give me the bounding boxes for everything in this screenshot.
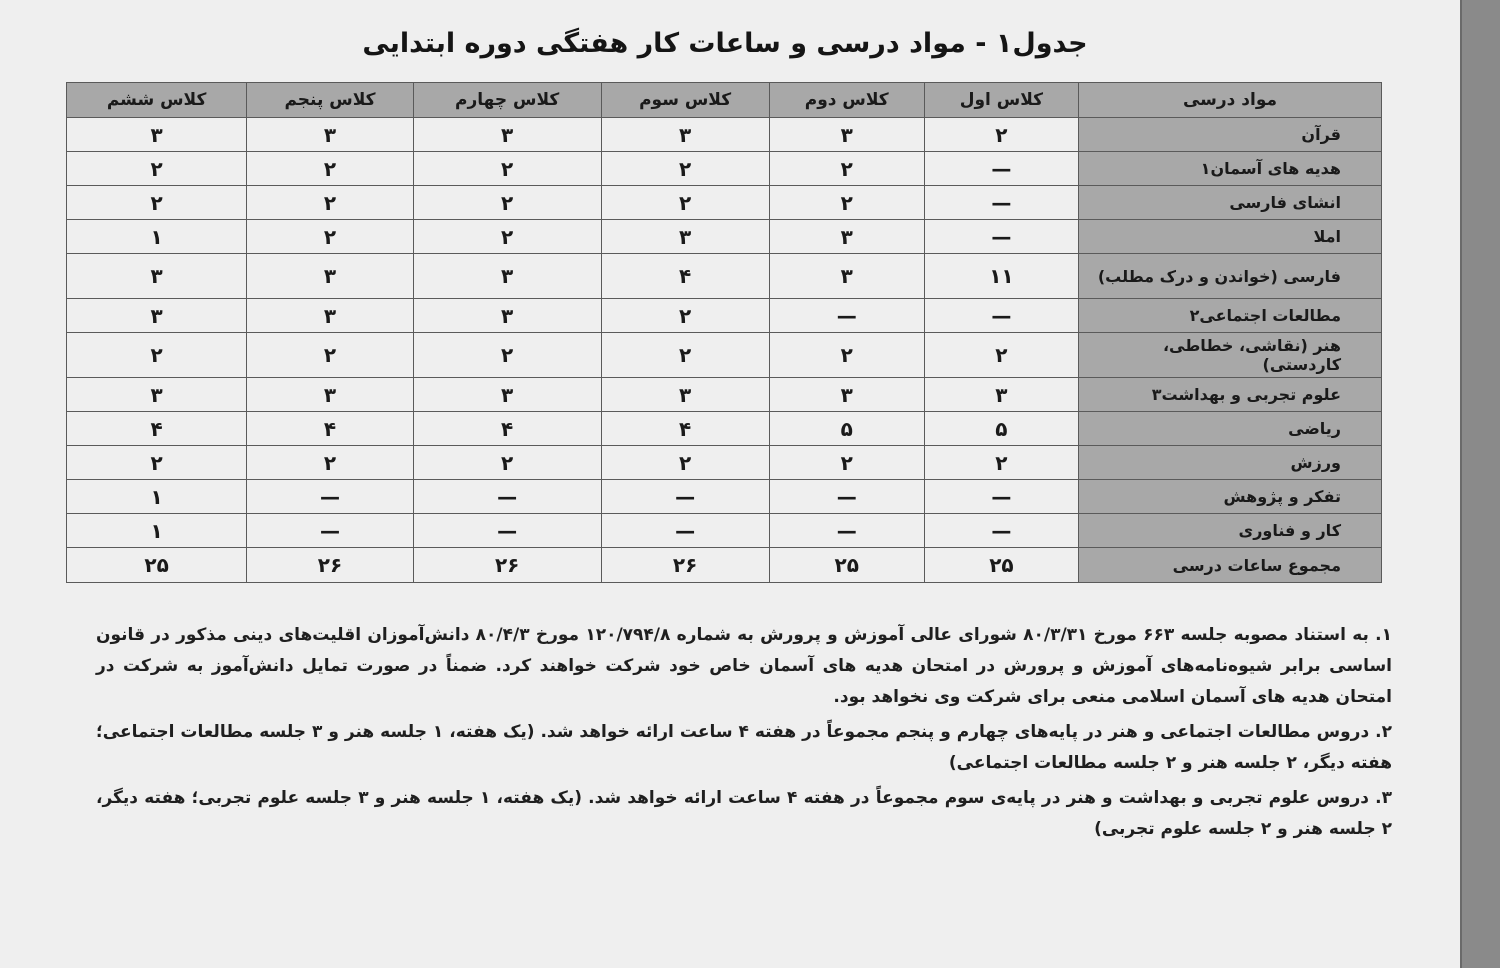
subject-cell: هنر (نقاشی، خطاطی، کاردستی) [1079, 333, 1382, 378]
subject-cell: ورزش [1079, 446, 1382, 480]
table-row [67, 186, 1382, 220]
header-subjects: مواد درسی [1079, 83, 1382, 118]
subject-cell: تفکر و پژوهش [1079, 480, 1382, 514]
table-row [67, 480, 1382, 514]
value-cell: ۳ [413, 378, 601, 412]
value-cell: ۳ [769, 220, 924, 254]
table-row [67, 220, 1382, 254]
value-cell: ۵ [769, 412, 924, 446]
subject-cell: کار و فناوری [1079, 514, 1382, 548]
footnote-3: ۳. دروس علوم تجربی و بهداشت و هنر در پایه‌ی سوم مجموعاً در هفته ۴ ساعت ارائه خواهد شد. (یک هفته، ۱ جلسه هنر و ۳ جلسه علوم تجربی؛ هفته دیگر، ۲ جلسه هنر و ۲ جلسه علوم تجربی) [96, 788, 1393, 839]
table-row [67, 299, 1382, 333]
value-cell: ۳ [601, 220, 769, 254]
value-cell: ۳ [67, 378, 247, 412]
subject-cell: فارسی (خواندن و درک مطلب) [1079, 254, 1382, 299]
value-cell: ۲ [769, 186, 924, 220]
subject-cell: قرآن [1079, 118, 1382, 152]
value-cell: — [769, 299, 924, 333]
value-cell: ۳ [769, 378, 924, 412]
value-cell: ۲ [924, 446, 1078, 480]
value-cell: — [601, 514, 769, 548]
value-cell: ۳ [67, 254, 247, 299]
value-cell: — [247, 514, 414, 548]
subject-cell: هدیه های آسمان۱ [1079, 152, 1382, 186]
table-row [67, 254, 1382, 299]
value-cell: ۲ [413, 220, 601, 254]
value-cell: ۳ [67, 299, 247, 333]
value-cell: ۳ [413, 299, 601, 333]
value-cell: ۳ [247, 118, 414, 152]
footnote-1: ۱. به استناد مصوبه جلسه ۶۶۳ مورخ ۸۰/۳/۳۱ شورای عالی آموزش و پرورش به شماره ۱۲۰/۷۹۴/۸ مورخ ۸۰/۴/۳ دانش‌آموزان اقلیت‌های دینی مذکور در قانون اساسی برابر شیوه‌نامه‌های آموزش و پرورش در امتحان هدیه های آسمان خاص خود شرکت خواهند کرد. ضمناً در صورت تمایل دانش‌آموز به شرکت در امتحان هدیه های آسمان اسلامی منعی برای شرکت وی نخواهد بود. [96, 625, 1393, 707]
value-cell: ۱ [67, 480, 247, 514]
table-row [67, 514, 1382, 548]
value-cell: ۲ [413, 333, 601, 378]
value-cell: ۲ [769, 152, 924, 186]
value-cell: ۳ [247, 254, 414, 299]
value-cell: ۲ [247, 333, 414, 378]
value-cell: — [247, 480, 414, 514]
value-cell: ۲ [413, 446, 601, 480]
header-grade-4: کلاس چهارم [413, 83, 601, 118]
value-cell: ۲ [924, 118, 1078, 152]
value-cell: ۳ [769, 254, 924, 299]
value-cell: ۲ [67, 186, 247, 220]
value-cell: ۴ [601, 254, 769, 299]
subject-cell: املا [1079, 220, 1382, 254]
value-cell: ۱۱ [924, 254, 1078, 299]
value-cell: — [924, 186, 1078, 220]
value-cell: ۲ [67, 152, 247, 186]
subject-cell: ریاضی [1079, 412, 1382, 446]
value-cell: ۲ [67, 446, 247, 480]
value-cell: ۴ [413, 412, 601, 446]
value-cell: — [769, 514, 924, 548]
value-cell: — [924, 480, 1078, 514]
value-cell: ۲ [247, 152, 414, 186]
value-cell: — [924, 299, 1078, 333]
value-cell: ۳ [247, 378, 414, 412]
header-grade-1: کلاس اول [924, 83, 1078, 118]
value-cell: — [413, 514, 601, 548]
header-grade-5: کلاس پنجم [247, 83, 414, 118]
total-cell: ۲۶ [247, 548, 414, 583]
value-cell: ۲ [769, 333, 924, 378]
total-row [67, 548, 1382, 583]
subject-cell: علوم تجربی و بهداشت۳ [1079, 378, 1382, 412]
value-cell: ۲ [413, 152, 601, 186]
value-cell: ۳ [601, 118, 769, 152]
table-row [67, 446, 1382, 480]
table-row [67, 118, 1382, 152]
table-header-row [67, 83, 1382, 118]
table-row [67, 412, 1382, 446]
value-cell: ۳ [413, 118, 601, 152]
value-cell: ۱ [67, 514, 247, 548]
total-cell: ۲۵ [769, 548, 924, 583]
value-cell: ۳ [601, 378, 769, 412]
value-cell: ۴ [247, 412, 414, 446]
total-label: مجموع ساعات درسی [1079, 548, 1382, 583]
table-row [67, 333, 1382, 378]
value-cell: — [924, 152, 1078, 186]
header-grade-2: کلاس دوم [769, 83, 924, 118]
subject-cell: انشای فارسی [1079, 186, 1382, 220]
value-cell: ۳ [247, 299, 414, 333]
table-title: جدول۱ - مواد درسی و ساعات کار هفتگی دوره ابتدایی [362, 28, 1088, 59]
value-cell: — [769, 480, 924, 514]
value-cell: ۲ [67, 333, 247, 378]
value-cell: ۴ [601, 412, 769, 446]
value-cell: ۳ [769, 118, 924, 152]
value-cell: ۲ [601, 299, 769, 333]
subjects-hours-table [66, 82, 1382, 583]
value-cell: — [601, 480, 769, 514]
value-cell: ۱ [67, 220, 247, 254]
value-cell: — [924, 220, 1078, 254]
total-cell: ۲۵ [67, 548, 247, 583]
value-cell: ۲ [247, 186, 414, 220]
subject-cell: مطالعات اجتماعی۲ [1079, 299, 1382, 333]
value-cell: ۴ [67, 412, 247, 446]
value-cell: ۵ [924, 412, 1078, 446]
value-cell: ۲ [769, 446, 924, 480]
value-cell: — [924, 514, 1078, 548]
value-cell: ۳ [413, 254, 601, 299]
value-cell: ۲ [924, 333, 1078, 378]
total-cell: ۲۶ [413, 548, 601, 583]
value-cell: ۳ [924, 378, 1078, 412]
table-row [67, 152, 1382, 186]
value-cell: ۲ [247, 220, 414, 254]
header-grade-3: کلاس سوم [601, 83, 769, 118]
total-cell: ۲۶ [601, 548, 769, 583]
table-row [67, 378, 1382, 412]
value-cell: ۲ [601, 186, 769, 220]
value-cell: ۲ [601, 152, 769, 186]
total-cell: ۲۵ [924, 548, 1078, 583]
value-cell: ۲ [601, 446, 769, 480]
footnotes [96, 620, 1392, 849]
footnote-2: ۲. دروس مطالعات اجتماعی و هنر در پایه‌های چهارم و پنجم مجموعاً در هفته ۴ ساعت ارائه خواهد شد. (یک هفته، ۱ جلسه هنر و ۳ جلسه مطالعات اجتماعی؛ هفته دیگر، ۲ جلسه هنر و ۲ جلسه مطالعات اجتماعی) [96, 722, 1393, 773]
value-cell: ۲ [413, 186, 601, 220]
value-cell: ۳ [67, 118, 247, 152]
value-cell: ۲ [601, 333, 769, 378]
value-cell: ۲ [247, 446, 414, 480]
header-grade-6: کلاس ششم [67, 83, 247, 118]
value-cell: — [413, 480, 601, 514]
